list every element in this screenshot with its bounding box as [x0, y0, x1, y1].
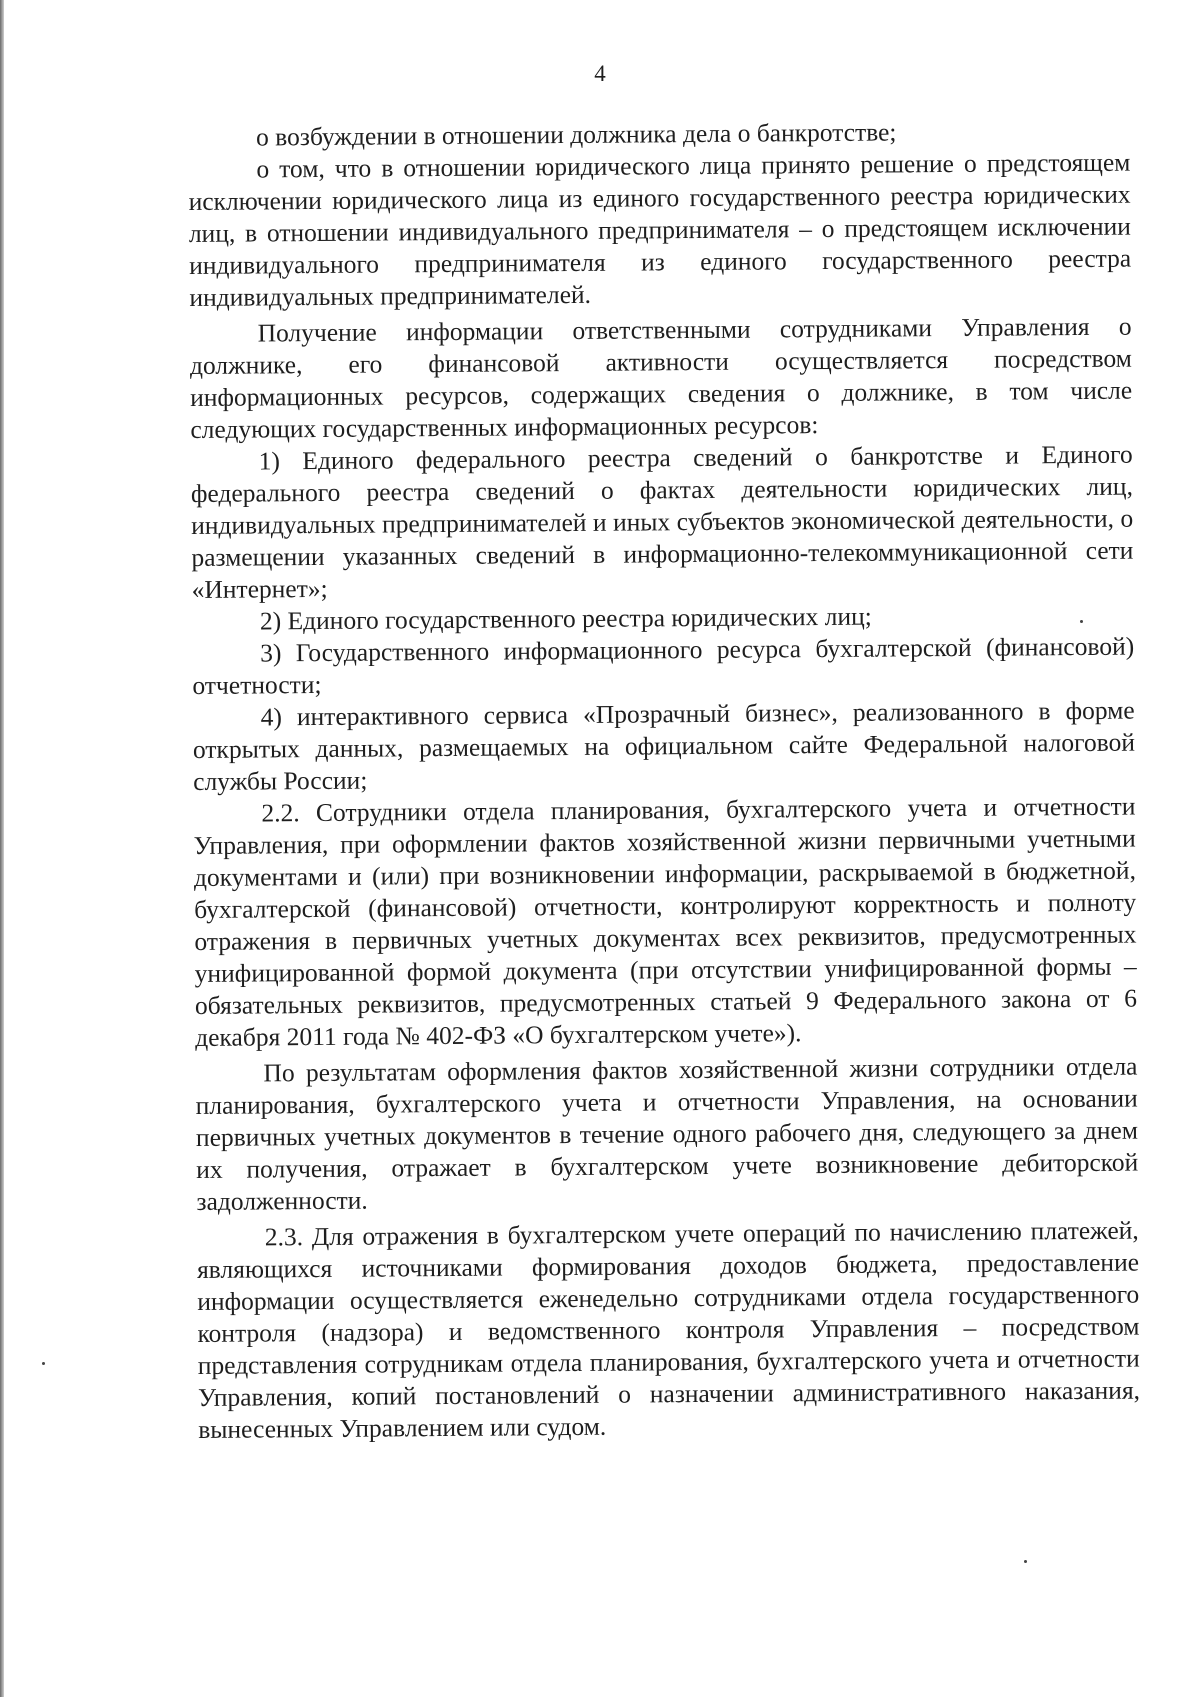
page-number: 4 — [594, 61, 606, 86]
list-item-accounting-resource: 3) Государственного информационного ресурса бухгалтерской (финансовой) отчетности; — [192, 631, 1135, 700]
paragraph-registration-results: По результатам оформления фактов хозяйственной жизни сотрудники отдела планирования, бухгалтерского учета и отчетности Управления, на основании первичных учетных документов в течение одного рабочего дня, следующего за днем их получения, отражает в бухгалтерском учете возникновение дебиторской задолженности. — [195, 1051, 1139, 1216]
paragraph-section-2-2: 2.2. Сотрудники отдела планирования, бухгалтерского учета и отчетности Управления, при оформлении фактов хозяйственной жизни первичными учетными документами и (или) при возникновении информации, раскрываемой в бюджетной, бухгалтерской (финансовой) отчетности, контролируют корректность и полноту отражения в первичных учетных документах всех реквизитов, предусмотренных унифицированной формой документа (при отсутствии унифицированной формы – обязательных реквизитов, предусмотренных статьей 9 Федерального закона от 6 декабря 2011 года № 402-ФЗ «О бухгалтерском учете»). — [193, 791, 1138, 1052]
document-body — [188, 115, 1140, 1446]
list-item-transparent-business: 4) интерактивного сервиса «Прозрачный бизнес», реализованного в форме открытых данных, размещаемых на официальном сайте Федеральной налоговой службы России; — [192, 695, 1136, 796]
paragraph-exclusion-decision: о том, что в отношении юридического лица принято решение о предстоящем исключении юридического лица из единого государственного реестра юридических лиц, в отношении индивидуального предпринимателя – о предстоящем исключении индивидуального предпринимателя из единого государственного реестра индивидуальных предпринимателей. — [188, 147, 1132, 312]
list-item-bankruptcy-registry: 1) Единого федерального реестра сведений о банкротстве и Единого федерального реестра сведений о фактах деятельности юридических лиц, индивидуальных предпринимателей и иных субъектов экономической деятельности, о размещении указанных сведений в информационно-телекоммуникационной сети «Интернет»; — [190, 439, 1134, 604]
paragraph-section-2-3: 2.3. Для отражения в бухгалтерском учете операций по начислению платежей, являющихся источниками формирования доходов бюджета, предоставление информации осуществляется еженедельно сотрудниками отдела государственного контроля (надзора) и ведомственного контроля Управления – посредством представления сотрудникам отдела планирования, бухгалтерского учета и отчетности Управления, копий постановлений о назначении административного наказания, вынесенных Управлением или судом. — [196, 1215, 1141, 1444]
list-item-legal-entities-registry: 2) Единого государственного реестра юридических лиц; — [259, 601, 872, 636]
scan-speck — [1080, 620, 1083, 623]
scan-speck — [42, 1362, 45, 1365]
scan-speck — [1024, 1560, 1027, 1563]
paragraph-bankruptcy-case: о возбуждении в отношении должника дела о банкротстве; — [256, 117, 897, 152]
scan-edge — [0, 0, 4, 1697]
paragraph-information-sources: Получение информации ответственными сотрудниками Управления о должнике, его финансовой активности осуществляется посредством информационных ресурсов, содержащих сведения о должнике, в том числе следующих государственных информационных ресурсов: — [189, 311, 1133, 444]
